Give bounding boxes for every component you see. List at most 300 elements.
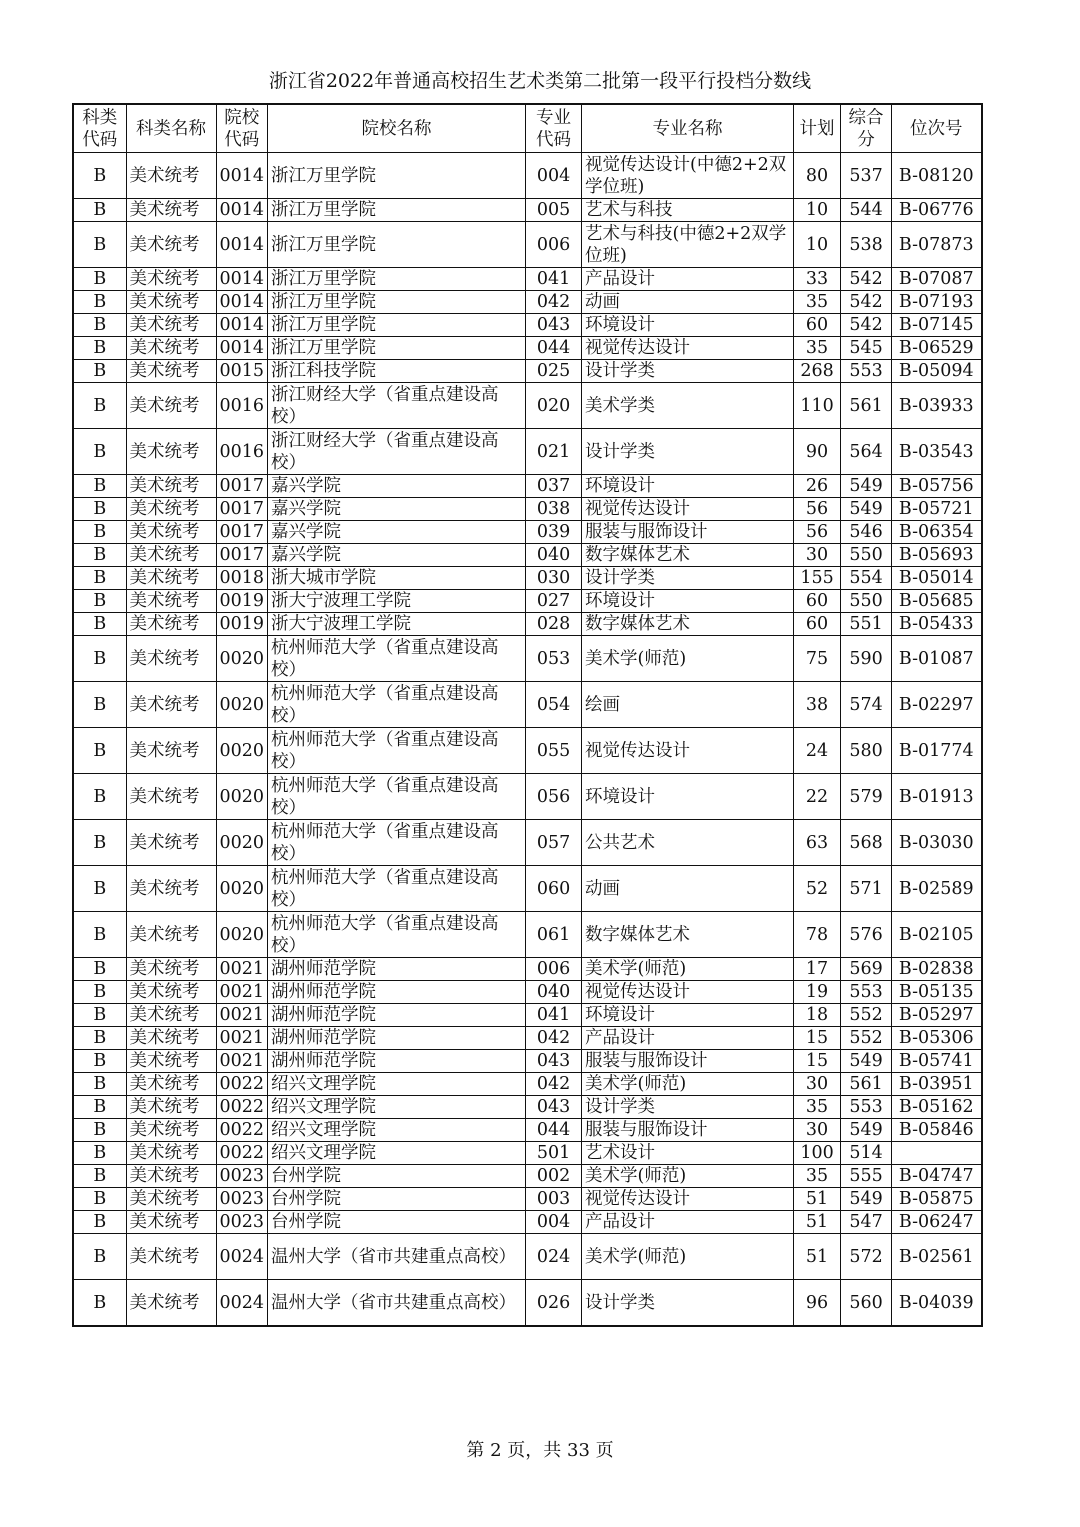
cell-rank: B-05297 [892,1004,982,1027]
cell-plan: 26 [794,475,841,498]
table-row [73,521,982,544]
cell-major-code: 002 [526,1165,582,1188]
cell-subject-name: 美术统考 [126,958,216,981]
cell-major-name: 数字媒体艺术 [582,544,794,567]
cell-subject-name: 美术统考 [126,682,216,728]
cell-major-code: 040 [526,544,582,567]
cell-subject-name: 美术统考 [126,728,216,774]
cell-score: 572 [841,1234,892,1280]
cell-major-code: 030 [526,567,582,590]
table-row [73,360,982,383]
cell-score: 547 [841,1211,892,1234]
cell-rank: B-04039 [892,1280,982,1327]
cell-major-name: 环境设计 [582,1004,794,1027]
cell-school-name: 嘉兴学院 [268,521,526,544]
cell-major-name: 美术学(师范) [582,1073,794,1096]
cell-school-name: 嘉兴学院 [268,498,526,521]
cell-plan: 18 [794,1004,841,1027]
cell-major-code: 042 [526,291,582,314]
cell-subject-name: 美术统考 [126,912,216,958]
cell-major-name: 设计学类 [582,360,794,383]
cell-subject-code: B [73,1027,126,1050]
cell-subject-code: B [73,153,126,199]
cell-subject-name: 美术统考 [126,590,216,613]
cell-rank: B-05094 [892,360,982,383]
cell-rank: B-02297 [892,682,982,728]
cell-rank: B-07873 [892,222,982,268]
table-row [73,268,982,291]
cell-major-name: 环境设计 [582,314,794,337]
cell-school-code: 0017 [216,475,268,498]
cell-subject-name: 美术统考 [126,981,216,1004]
cell-major-code: 024 [526,1234,582,1280]
cell-plan: 30 [794,544,841,567]
cell-score: 542 [841,268,892,291]
cell-rank: B-05756 [892,475,982,498]
cell-score: 550 [841,590,892,613]
cell-subject-code: B [73,728,126,774]
cell-school-name: 绍兴文理学院 [268,1073,526,1096]
cell-plan: 90 [794,429,841,475]
cell-school-code: 0020 [216,774,268,820]
cell-subject-name: 美术统考 [126,475,216,498]
cell-plan: 35 [794,1096,841,1119]
cell-subject-code: B [73,521,126,544]
cell-school-name: 杭州师范大学（省重点建设高校） [268,912,526,958]
cell-school-code: 0023 [216,1211,268,1234]
cell-subject-name: 美术统考 [126,1073,216,1096]
cell-subject-code: B [73,958,126,981]
cell-school-name: 杭州师范大学（省重点建设高校） [268,728,526,774]
cell-rank: B-07087 [892,268,982,291]
table-row [73,636,982,682]
cell-major-code: 044 [526,1119,582,1142]
cell-plan: 52 [794,866,841,912]
cell-plan: 17 [794,958,841,981]
cell-score: 553 [841,981,892,1004]
table-row [73,475,982,498]
table-row [73,1234,982,1280]
header-plan: 计划 [794,104,841,153]
cell-rank: B-03543 [892,429,982,475]
cell-school-name: 台州学院 [268,1211,526,1234]
cell-plan: 51 [794,1211,841,1234]
table-row [73,590,982,613]
cell-plan: 60 [794,314,841,337]
cell-school-name: 杭州师范大学（省重点建设高校） [268,682,526,728]
table-row [73,1119,982,1142]
cell-subject-name: 美术统考 [126,1234,216,1280]
cell-plan: 30 [794,1119,841,1142]
cell-major-name: 产品设计 [582,268,794,291]
cell-major-name: 公共艺术 [582,820,794,866]
cell-subject-code: B [73,544,126,567]
cell-score: 542 [841,291,892,314]
table-row [73,1165,982,1188]
cell-score: 590 [841,636,892,682]
cell-subject-name: 美术统考 [126,866,216,912]
header-score: 综合分 [841,104,892,153]
cell-plan: 35 [794,337,841,360]
cell-score: 561 [841,1073,892,1096]
cell-subject-code: B [73,1004,126,1027]
cell-major-code: 041 [526,1004,582,1027]
cell-school-name: 杭州师范大学（省重点建设高校） [268,820,526,866]
cell-score: 560 [841,1280,892,1327]
cell-major-name: 视觉传达设计 [582,498,794,521]
cell-subject-code: B [73,337,126,360]
cell-school-code: 0024 [216,1234,268,1280]
cell-major-name: 美术学(师范) [582,958,794,981]
cell-major-name: 设计学类 [582,1280,794,1327]
cell-school-code: 0020 [216,820,268,866]
cell-major-name: 视觉传达设计 [582,1188,794,1211]
cell-school-name: 嘉兴学院 [268,544,526,567]
cell-subject-code: B [73,291,126,314]
cell-rank: B-05875 [892,1188,982,1211]
cell-school-code: 0019 [216,590,268,613]
cell-school-name: 温州大学（省市共建重点高校） [268,1280,526,1327]
cell-major-name: 绘画 [582,682,794,728]
cell-school-name: 湖州师范学院 [268,958,526,981]
cell-rank: B-04747 [892,1165,982,1188]
cell-major-name: 服装与服饰设计 [582,1119,794,1142]
cell-score: 553 [841,1096,892,1119]
cell-plan: 22 [794,774,841,820]
cell-rank: B-03933 [892,383,982,429]
cell-plan: 15 [794,1027,841,1050]
cell-major-code: 004 [526,1211,582,1234]
cell-school-name: 浙江财经大学（省重点建设高校） [268,383,526,429]
cell-subject-name: 美术统考 [126,1280,216,1327]
cell-rank: B-05306 [892,1027,982,1050]
cell-rank: B-03030 [892,820,982,866]
cell-major-code: 061 [526,912,582,958]
cell-rank: B-05685 [892,590,982,613]
cell-subject-name: 美术统考 [126,222,216,268]
table-row [73,1073,982,1096]
cell-subject-name: 美术统考 [126,498,216,521]
cell-score: 553 [841,360,892,383]
cell-school-name: 台州学院 [268,1165,526,1188]
table-row [73,866,982,912]
cell-school-name: 绍兴文理学院 [268,1096,526,1119]
cell-score: 544 [841,199,892,222]
cell-major-code: 042 [526,1073,582,1096]
cell-school-code: 0022 [216,1119,268,1142]
cell-subject-code: B [73,613,126,636]
cell-plan: 51 [794,1234,841,1280]
cell-subject-code: B [73,199,126,222]
cell-school-code: 0014 [216,199,268,222]
cell-plan: 19 [794,981,841,1004]
cell-subject-code: B [73,774,126,820]
cell-score: 549 [841,1119,892,1142]
table-row [73,498,982,521]
cell-major-name: 环境设计 [582,590,794,613]
cell-major-name: 艺术与科技(中德2+2双学位班) [582,222,794,268]
cell-plan: 35 [794,291,841,314]
header-major-code: 专业代码 [526,104,582,153]
cell-plan: 268 [794,360,841,383]
cell-rank: B-02105 [892,912,982,958]
table-row [73,1188,982,1211]
cell-score: 549 [841,475,892,498]
table-row [73,337,982,360]
cell-major-code: 006 [526,222,582,268]
cell-plan: 15 [794,1050,841,1073]
cell-major-name: 数字媒体艺术 [582,912,794,958]
admission-score-table [72,103,983,1327]
cell-rank: B-02561 [892,1234,982,1280]
cell-rank: B-06776 [892,199,982,222]
cell-rank: B-06354 [892,521,982,544]
cell-rank [892,1142,982,1165]
cell-major-name: 环境设计 [582,774,794,820]
cell-score: 546 [841,521,892,544]
cell-plan: 24 [794,728,841,774]
cell-subject-code: B [73,682,126,728]
cell-subject-name: 美术统考 [126,1027,216,1050]
cell-score: 571 [841,866,892,912]
cell-plan: 80 [794,153,841,199]
cell-major-code: 026 [526,1280,582,1327]
cell-plan: 63 [794,820,841,866]
cell-subject-name: 美术统考 [126,774,216,820]
cell-score: 550 [841,544,892,567]
cell-major-name: 视觉传达设计 [582,337,794,360]
cell-score: 538 [841,222,892,268]
header-major-name: 专业名称 [582,104,794,153]
cell-school-code: 0016 [216,383,268,429]
cell-school-name: 浙大宁波理工学院 [268,590,526,613]
cell-school-code: 0017 [216,521,268,544]
cell-subject-name: 美术统考 [126,429,216,475]
cell-score: 579 [841,774,892,820]
cell-plan: 110 [794,383,841,429]
cell-subject-code: B [73,1188,126,1211]
cell-major-code: 020 [526,383,582,429]
cell-subject-code: B [73,1119,126,1142]
cell-score: 569 [841,958,892,981]
cell-school-name: 湖州师范学院 [268,981,526,1004]
cell-subject-name: 美术统考 [126,1004,216,1027]
cell-plan: 38 [794,682,841,728]
cell-plan: 60 [794,613,841,636]
table-row [73,682,982,728]
table-row [73,1211,982,1234]
cell-school-code: 0017 [216,498,268,521]
cell-score: 580 [841,728,892,774]
cell-school-code: 0021 [216,1004,268,1027]
cell-subject-name: 美术统考 [126,1096,216,1119]
cell-subject-name: 美术统考 [126,337,216,360]
table-row [73,774,982,820]
cell-major-code: 054 [526,682,582,728]
cell-rank: B-05014 [892,567,982,590]
cell-rank: B-05693 [892,544,982,567]
cell-subject-name: 美术统考 [126,1119,216,1142]
table-row [73,1027,982,1050]
table-row [73,222,982,268]
table-row [73,728,982,774]
cell-school-code: 0022 [216,1073,268,1096]
cell-school-code: 0018 [216,567,268,590]
cell-score: 555 [841,1165,892,1188]
table-row [73,1280,982,1327]
table-row [73,981,982,1004]
document-title: 浙江省2022年普通高校招生艺术类第二批第一段平行投档分数线 [268,70,812,92]
cell-school-name: 浙江万里学院 [268,337,526,360]
cell-major-name: 视觉传达设计 [582,728,794,774]
cell-score: 561 [841,383,892,429]
cell-major-name: 动画 [582,291,794,314]
table-header-row [73,104,982,153]
table-row [73,314,982,337]
cell-subject-code: B [73,222,126,268]
cell-score: 568 [841,820,892,866]
header-subject-name: 科类名称 [126,104,216,153]
cell-major-name: 服装与服饰设计 [582,521,794,544]
cell-plan: 100 [794,1142,841,1165]
cell-plan: 56 [794,498,841,521]
table-row [73,291,982,314]
cell-rank: B-01774 [892,728,982,774]
cell-school-name: 嘉兴学院 [268,475,526,498]
cell-major-name: 美术学(师范) [582,636,794,682]
cell-rank: B-07145 [892,314,982,337]
cell-school-name: 温州大学（省市共建重点高校） [268,1234,526,1280]
cell-major-code: 021 [526,429,582,475]
cell-school-code: 0014 [216,337,268,360]
cell-subject-code: B [73,360,126,383]
cell-major-code: 005 [526,199,582,222]
cell-subject-code: B [73,429,126,475]
cell-subject-code: B [73,981,126,1004]
table-row [73,1096,982,1119]
table-row [73,958,982,981]
cell-major-name: 视觉传达设计(中德2+2双学位班) [582,153,794,199]
cell-score: 542 [841,314,892,337]
cell-subject-name: 美术统考 [126,567,216,590]
cell-school-code: 0014 [216,314,268,337]
cell-school-name: 浙江万里学院 [268,199,526,222]
cell-major-code: 039 [526,521,582,544]
cell-school-code: 0021 [216,981,268,1004]
cell-school-code: 0014 [216,268,268,291]
cell-school-code: 0015 [216,360,268,383]
cell-subject-name: 美术统考 [126,1188,216,1211]
cell-major-name: 产品设计 [582,1027,794,1050]
cell-score: 545 [841,337,892,360]
cell-plan: 51 [794,1188,841,1211]
cell-plan: 30 [794,1073,841,1096]
cell-school-code: 0021 [216,1027,268,1050]
cell-subject-code: B [73,636,126,682]
cell-major-code: 003 [526,1188,582,1211]
cell-school-code: 0014 [216,153,268,199]
cell-rank: B-01087 [892,636,982,682]
table-row [73,153,982,199]
cell-rank: B-06247 [892,1211,982,1234]
cell-plan: 33 [794,268,841,291]
table-row [73,383,982,429]
cell-major-name: 服装与服饰设计 [582,1050,794,1073]
header-subject-code: 科类代码 [73,104,126,153]
cell-subject-code: B [73,820,126,866]
cell-major-name: 视觉传达设计 [582,981,794,1004]
page-number: 第 2 页，共 33 页 [466,1440,614,1461]
cell-subject-code: B [73,1096,126,1119]
cell-rank: B-05741 [892,1050,982,1073]
cell-school-code: 0014 [216,291,268,314]
cell-plan: 78 [794,912,841,958]
cell-school-code: 0022 [216,1142,268,1165]
cell-major-code: 037 [526,475,582,498]
table-row [73,544,982,567]
cell-school-name: 杭州师范大学（省重点建设高校） [268,866,526,912]
cell-major-code: 055 [526,728,582,774]
cell-major-code: 053 [526,636,582,682]
cell-score: 554 [841,567,892,590]
cell-major-name: 设计学类 [582,567,794,590]
cell-subject-code: B [73,498,126,521]
cell-major-code: 025 [526,360,582,383]
cell-major-code: 056 [526,774,582,820]
cell-major-name: 数字媒体艺术 [582,613,794,636]
cell-plan: 10 [794,222,841,268]
cell-plan: 60 [794,590,841,613]
cell-subject-code: B [73,912,126,958]
cell-school-code: 0020 [216,728,268,774]
cell-school-code: 0024 [216,1280,268,1327]
cell-school-name: 浙江科技学院 [268,360,526,383]
cell-school-code: 0021 [216,1050,268,1073]
cell-subject-name: 美术统考 [126,291,216,314]
cell-subject-code: B [73,590,126,613]
cell-major-code: 501 [526,1142,582,1165]
cell-subject-name: 美术统考 [126,153,216,199]
cell-plan: 35 [794,1165,841,1188]
cell-subject-code: B [73,1073,126,1096]
cell-major-name: 产品设计 [582,1211,794,1234]
cell-score: 514 [841,1142,892,1165]
cell-rank: B-02589 [892,866,982,912]
cell-school-name: 绍兴文理学院 [268,1142,526,1165]
cell-school-name: 绍兴文理学院 [268,1119,526,1142]
cell-subject-code: B [73,1050,126,1073]
cell-school-code: 0023 [216,1188,268,1211]
cell-subject-code: B [73,475,126,498]
cell-score: 549 [841,1050,892,1073]
table-row [73,613,982,636]
cell-score: 564 [841,429,892,475]
cell-rank: B-05846 [892,1119,982,1142]
cell-school-name: 湖州师范学院 [268,1050,526,1073]
cell-major-code: 004 [526,153,582,199]
header-school-code: 院校代码 [216,104,268,153]
cell-subject-code: B [73,383,126,429]
cell-subject-code: B [73,1165,126,1188]
cell-major-code: 040 [526,981,582,1004]
cell-school-name: 杭州师范大学（省重点建设高校） [268,774,526,820]
cell-score: 552 [841,1027,892,1050]
cell-subject-name: 美术统考 [126,636,216,682]
header-rank: 位次号 [892,104,982,153]
cell-major-code: 043 [526,314,582,337]
table-row [73,199,982,222]
cell-school-code: 0020 [216,682,268,728]
